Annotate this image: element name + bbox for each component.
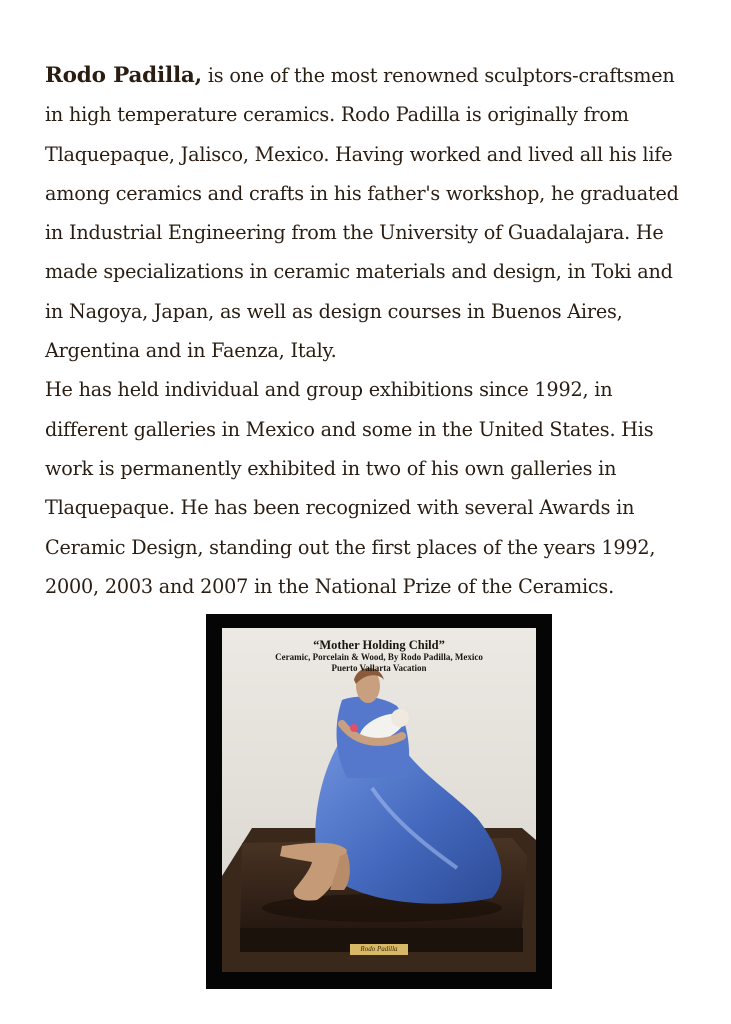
artwork-title: “Mother Holding Child” [313,638,445,652]
sculpture-illustration [222,628,536,972]
plaque-signature: Rodo Padilla [360,945,398,953]
baby-head [391,709,409,727]
artist-name: Rodo Padilla, [45,63,202,88]
artwork-medium: Ceramic, Porcelain & Wood, By Rodo Padilla, Mexico [275,652,483,662]
bio-paragraph-1 [45,56,695,370]
artist-bio [45,56,695,606]
artwork-photo-frame [206,614,552,989]
bio-paragraph-2: He has held individual and group exhibitions since 1992, in different galleries in Mexico and some in the United States. His work is permanently exhibited in two of his own galleries in Tlaquepaque. He has been recognized with several Awards in Ceramic Design, standing out the first places of the years 1992, 2000, 2003 and 2007 in the National Prize of the Ceramics. [45,378,656,598]
artwork-source: Puerto Vallarta Vacation [331,663,427,673]
artwork-photo [222,628,536,972]
flower-accent [350,724,358,732]
bio-intro-text: is one of the most renowned sculptors-craftsmen in high temperature ceramics. Rodo Padilla is originally from Tlaquepaque, Jalisco, Mexico. Having worked and lived all his life among ceramics and crafts in his father's workshop, he graduated in Industrial Engineering from the University of Guadalajara. He made specializations in ceramic materials and design, in Toki and in Nagoya, Japan, as well as design courses in Buenos Aires, Argentina and in Faenza, Italy. [45,64,679,363]
artwork-caption [222,638,536,674]
